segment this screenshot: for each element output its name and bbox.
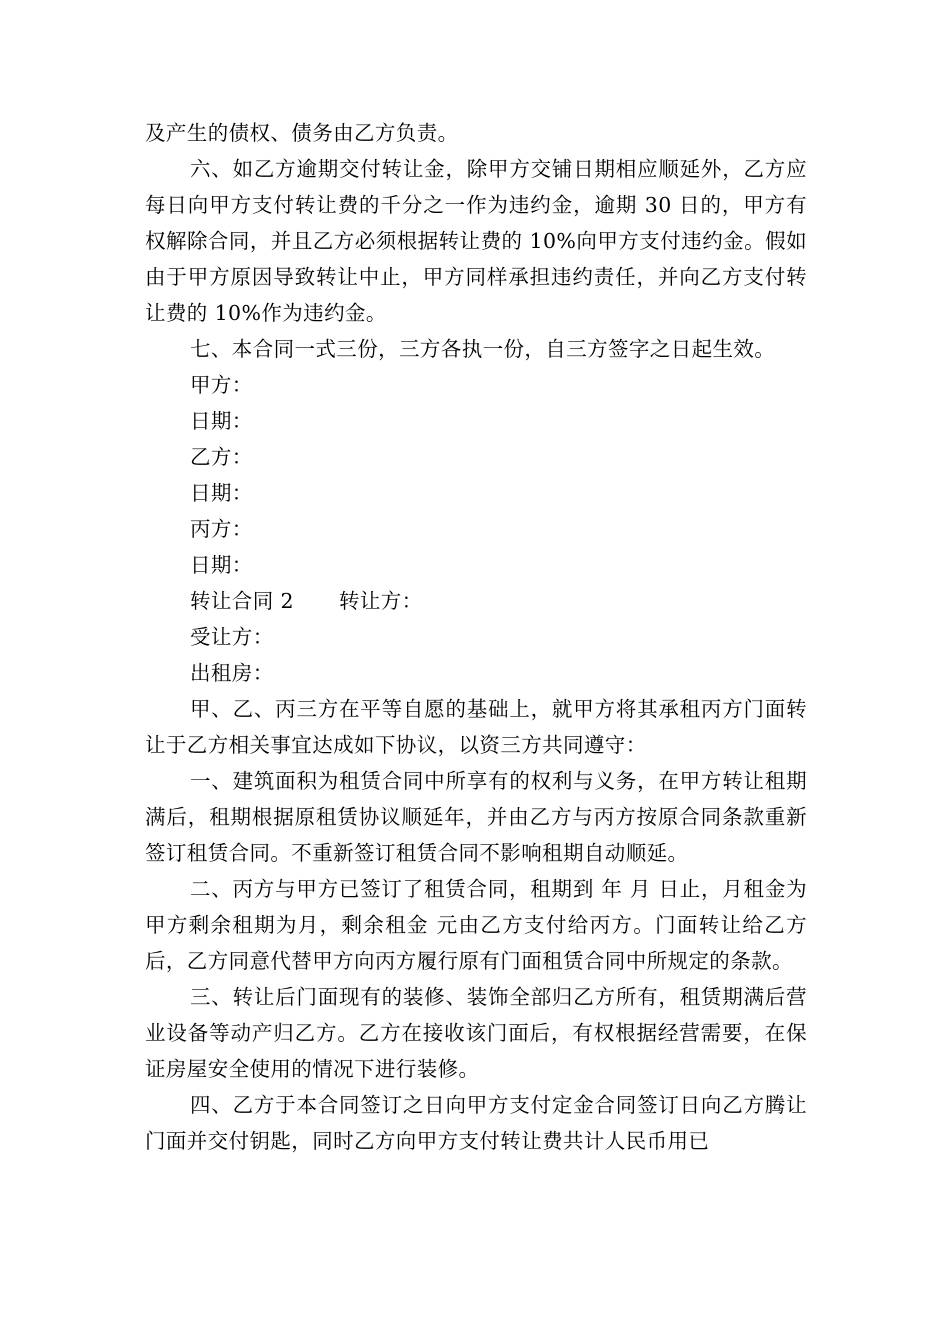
- party-c-signature-label: 丙方：: [190, 517, 253, 541]
- party-a-signature-label: 甲方：: [190, 373, 253, 397]
- paragraph-preamble: 甲、乙、丙三方在平等自愿的基础上，就甲方将其承租丙方门面转让于乙方相关事宜达成如下协议，以资三方共同遵守：: [145, 697, 807, 757]
- paragraph-clause-six: 六、如乙方逾期交付转让金，除甲方交铺日期相应顺延外，乙方应每日向甲方支付转让费的千分之一作为违约金，逾期 30 日的，甲方有权解除合同，并且乙方必须根据转让费的 10%向甲方支付违约金。假如由于甲方原因导致转让中止，甲方同样承担违约责任，并向乙方支付转让费的 10%作为违约金。: [145, 157, 807, 325]
- transferor-label: 转让方：: [338, 589, 423, 613]
- party-b-signature-label: 乙方：: [190, 445, 253, 469]
- party-b-date-label: 日期：: [190, 481, 253, 505]
- contract-2-title: 转让合同 2: [190, 589, 294, 613]
- paragraph-clause-seven: 七、本合同一式三份，三方各执一份，自三方签字之日起生效。: [190, 337, 776, 361]
- contract-2-header-line: [145, 583, 807, 619]
- paragraph-clause-two: 二、丙方与甲方已签订了租赁合同，租期到 年 月 日止，月租金为甲方剩余租期为月，剩余租金 元由乙方支付给丙方。门面转让给乙方后，乙方同意代替甲方向丙方履行原有门面租赁合同中所规定的条款。: [145, 877, 807, 973]
- lessor-label: 出租房：: [190, 661, 274, 685]
- paragraph-clause-one: 一、建筑面积为租赁合同中所享有的权利与义务，在甲方转让租期满后，租期根据原租赁协议顺延年，并由乙方与丙方按原合同条款重新签订租赁合同。不重新签订租赁合同不影响租期自动顺延。: [145, 769, 807, 865]
- document-body: [145, 115, 807, 1159]
- transferee-label: 受让方：: [190, 625, 274, 649]
- paragraph-debt-responsibility: 及产生的债权、债务由乙方负责。: [145, 121, 459, 145]
- paragraph-clause-four: 四、乙方于本合同签订之日向甲方支付定金合同签订日向乙方腾让门面并交付钥匙，同时乙方向甲方支付转让费共计人民币用已: [145, 1093, 807, 1153]
- paragraph-clause-three: 三、转让后门面现有的装修、装饰全部归乙方所有，租赁期满后营业设备等动产归乙方。乙方在接收该门面后，有权根据经营需要，在保证房屋安全使用的情况下进行装修。: [145, 985, 807, 1081]
- party-c-date-label: 日期：: [190, 553, 253, 577]
- party-a-date-label: 日期：: [190, 409, 253, 433]
